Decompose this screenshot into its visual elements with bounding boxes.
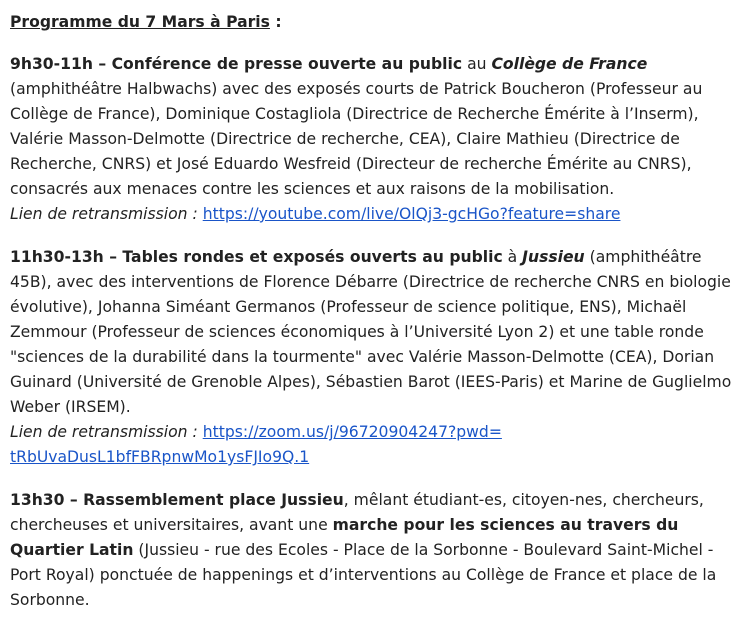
program-heading-colon: : bbox=[269, 13, 282, 31]
block-3-text-2: (Jussieu - rue des Ecoles - Place de la Sorbonne - Boulevard Saint-Michel - Port Royal) ponctuée de happenings et d’interventions au Collège de France et place de la Sorbonne. bbox=[10, 541, 717, 609]
program-heading-label: Programme du 7 Mars à Paris bbox=[10, 13, 270, 31]
block-1-stream-label: Lien de retransmission : bbox=[10, 205, 203, 223]
block-2-body: (amphithéâtre 45B), avec des interventions de Florence Débarre (Directrice de recherche CNRS en biologie évolutive), Johanna Siméant Germanos (Professeur de science politique, ENS), Michaël Zemmour (Professeur de sciences économiques à l’Université Lyon 2) et une table ronde "sciences de la durabilité dans la tourmente" avec Valérie Masson-Delmotte (CEA), Dorian Guinard (Université de Grenoble Alpes), Sébastien Barot (IEES-Paris) et Marine de Guglielmo Weber (IRSEM). bbox=[10, 248, 732, 416]
block-1-body: (amphithéâtre Halbwachs) avec des exposés courts de Patrick Boucheron (Professeur au Collège de France), Dominique Costagliola (Directrice de Recherche Émérite à l’Inserm), Valérie Masson-Delmotte (Directrice de recherche, CEA), Claire Mathieu (Directrice de Recherche, CNRS) et José Eduardo Wesfreid (Directeur de recherche Émérite au CNRS), consacrés aux menaces contre les sciences et aux raisons de la mobilisation. bbox=[10, 80, 703, 198]
block-1-stream-link[interactable]: https://youtube.com/live/OlQj3-gcHGo?feature=share bbox=[202, 205, 621, 223]
block-2-stream-link-line-2[interactable]: tRbUvaDusL1bfFBRpnwMo1ysFJIo9Q.1 bbox=[10, 448, 310, 466]
block-3-time-title: 13h30 – Rassemblement place Jussieu bbox=[10, 491, 344, 509]
block-1-venue: Collège de France bbox=[491, 55, 648, 73]
program-block-2 bbox=[10, 245, 738, 470]
block-3-text-1: , mêlant étudiant-es, citoyen-nes, chercheurs, chercheuses et universitaires, avant une bbox=[10, 491, 704, 534]
block-3-march: marche pour les sciences au travers du Quartier Latin bbox=[10, 516, 679, 559]
block-2-stream-link-line-1[interactable]: https://zoom.us/j/96720904247?pwd= bbox=[202, 423, 502, 441]
block-2-stream-label: Lien de retransmission : bbox=[10, 423, 203, 441]
block-2-time-title: 11h30-13h – Tables rondes et exposés ouverts au public bbox=[10, 248, 503, 266]
block-1-time-title: 9h30-11h – Conférence de presse ouverte au public bbox=[10, 55, 463, 73]
block-2-connector: à bbox=[502, 248, 523, 266]
program-heading bbox=[10, 10, 738, 35]
program-block-3 bbox=[10, 488, 738, 613]
program-block-1 bbox=[10, 52, 738, 227]
program-document bbox=[10, 0, 738, 613]
block-1-connector: au bbox=[462, 55, 492, 73]
block-2-venue: Jussieu bbox=[522, 248, 585, 266]
